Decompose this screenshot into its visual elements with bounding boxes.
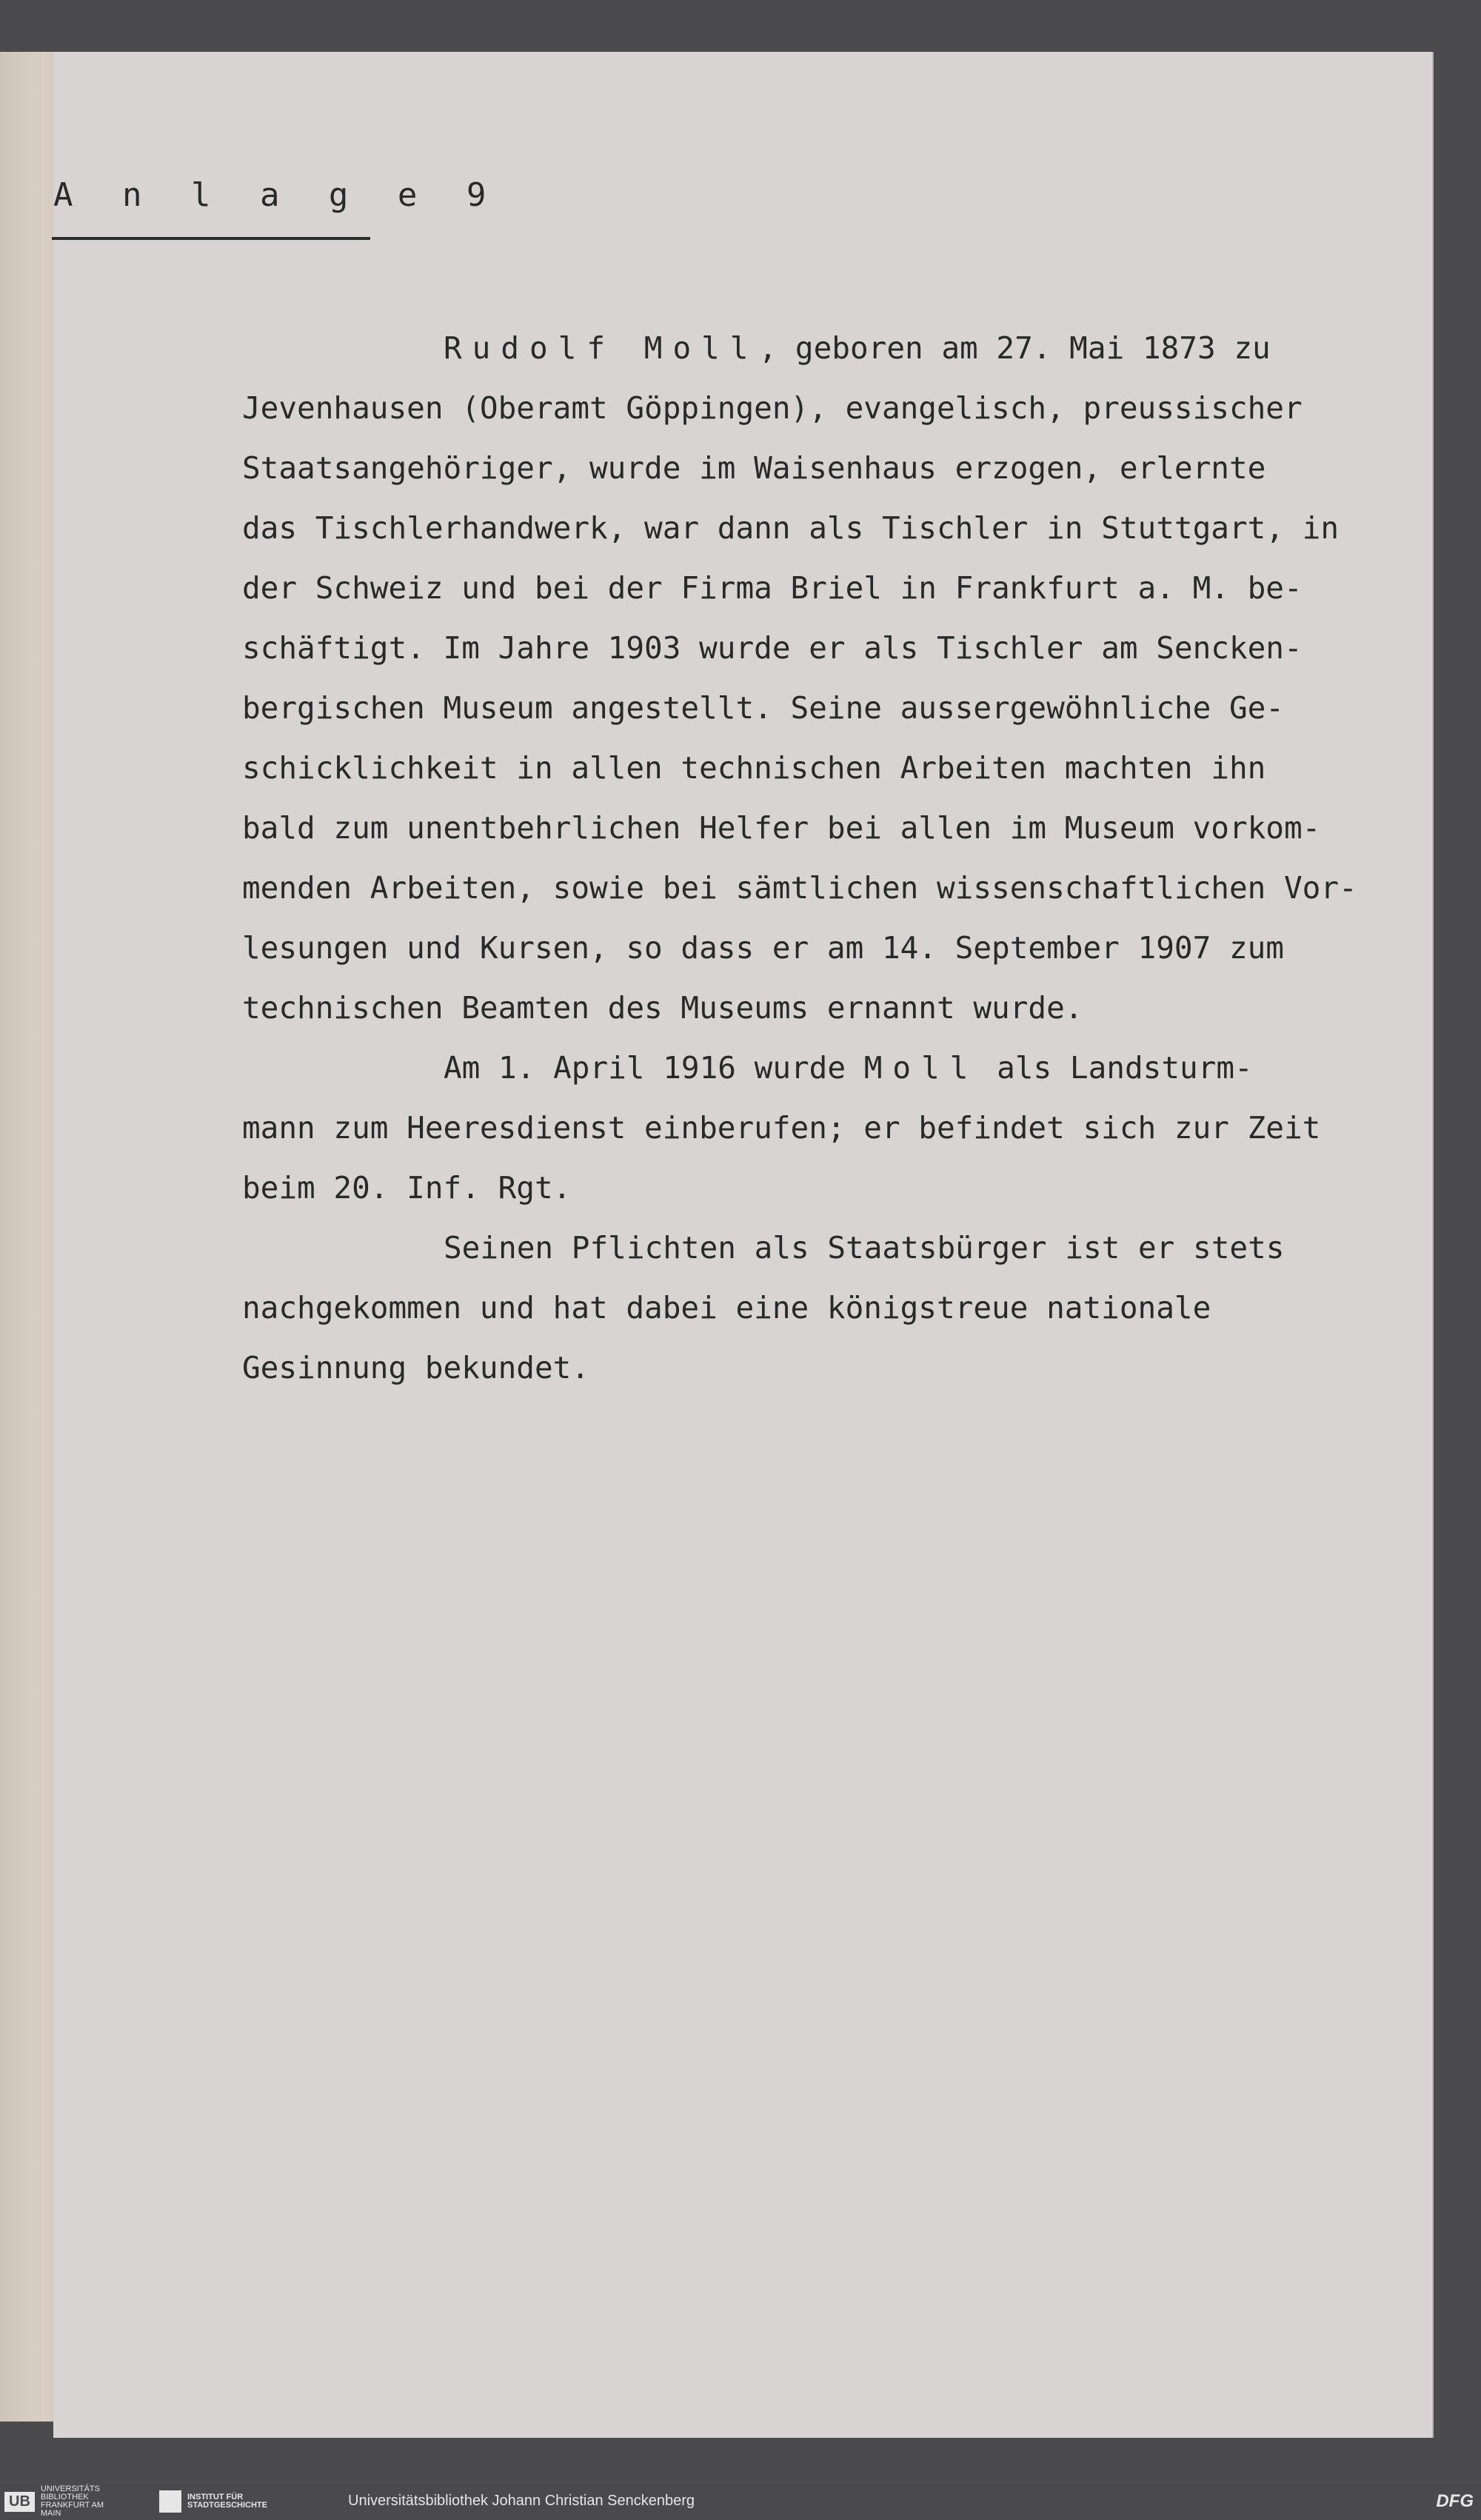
text-line: Jevenhausen (Oberamt Göppingen), evangelisch, preussischer	[242, 390, 1303, 426]
text-line: Gesinnung bekundet.	[242, 1350, 589, 1386]
emphasized-name: Rudolf Moll	[444, 330, 759, 366]
ub-logo[interactable]	[4, 2484, 153, 2518]
text-segment: , geboren am 27. Mai 1873 zu	[758, 330, 1271, 366]
text-line	[242, 1038, 1457, 1098]
text-line: schicklichkeit in allen technischen Arbeiten machten ihn	[242, 750, 1266, 786]
text-line: Staatsangehöriger, wurde im Waisenhaus erzogen, erlernte	[242, 450, 1266, 486]
text-segment: Am 1. April 1916 wurde	[444, 1050, 864, 1086]
text-line: technischen Beamten des Museums ernannt wurde.	[242, 990, 1083, 1026]
text-line	[242, 318, 1457, 378]
ub-logo-text: UNIVERSITÄTS BIBLIOTHEK FRANKFURT AM MAIN	[40, 2484, 104, 2518]
text-line: mann zum Heeresdienst einberufen; er befindet sich zur Zeit	[242, 1110, 1321, 1146]
text-line: bergischen Museum angestellt. Seine aussergewöhnliche Ge-	[242, 690, 1284, 726]
isg-logo[interactable]	[159, 2490, 307, 2513]
text-line: das Tischlerhandwerk, war dann als Tischler in Stuttgart, in	[242, 510, 1340, 546]
text-line: nachgekommen und hat dabei eine königstreue nationale	[242, 1290, 1211, 1326]
library-name: Universitätsbibliothek Johann Christian Senckenberg	[348, 2493, 695, 2509]
ub-badge: UB	[4, 2492, 35, 2512]
text-line: beim 20. Inf. Rgt.	[242, 1170, 572, 1206]
text-line: Seinen Pflichten als Staatsbürger ist er stets	[444, 1230, 1285, 1266]
page-heading: A n l a g e 9	[53, 176, 501, 214]
text-line: menden Arbeiten, sowie bei sämtlichen wissenschaftlichen Vor-	[242, 870, 1357, 906]
emphasized-name: Moll	[863, 1050, 979, 1086]
isg-emblem-icon	[159, 2490, 181, 2513]
dfg-logo[interactable]: DFG	[1436, 2491, 1474, 2511]
text-line: lesungen und Kursen, so dass er am 14. September 1907 zum	[242, 930, 1284, 966]
text-line: bald zum unentbehrlichen Helfer bei allen im Museum vorkom-	[242, 810, 1321, 846]
text-line: der Schweiz und bei der Firma Briel in Frankfurt a. M. be-	[242, 570, 1303, 606]
text-line: schäftigt. Im Jahre 1903 wurde er als Tischler am Sencken-	[242, 630, 1303, 666]
text-segment: als Landsturm-	[978, 1050, 1253, 1086]
heading-underline	[52, 237, 370, 240]
isg-logo-text: INSTITUT FÜR STADTGESCHICHTE	[187, 2493, 267, 2510]
document-page	[53, 52, 1432, 2438]
body-text	[242, 318, 1457, 1398]
footer-bar	[0, 2484, 1481, 2520]
